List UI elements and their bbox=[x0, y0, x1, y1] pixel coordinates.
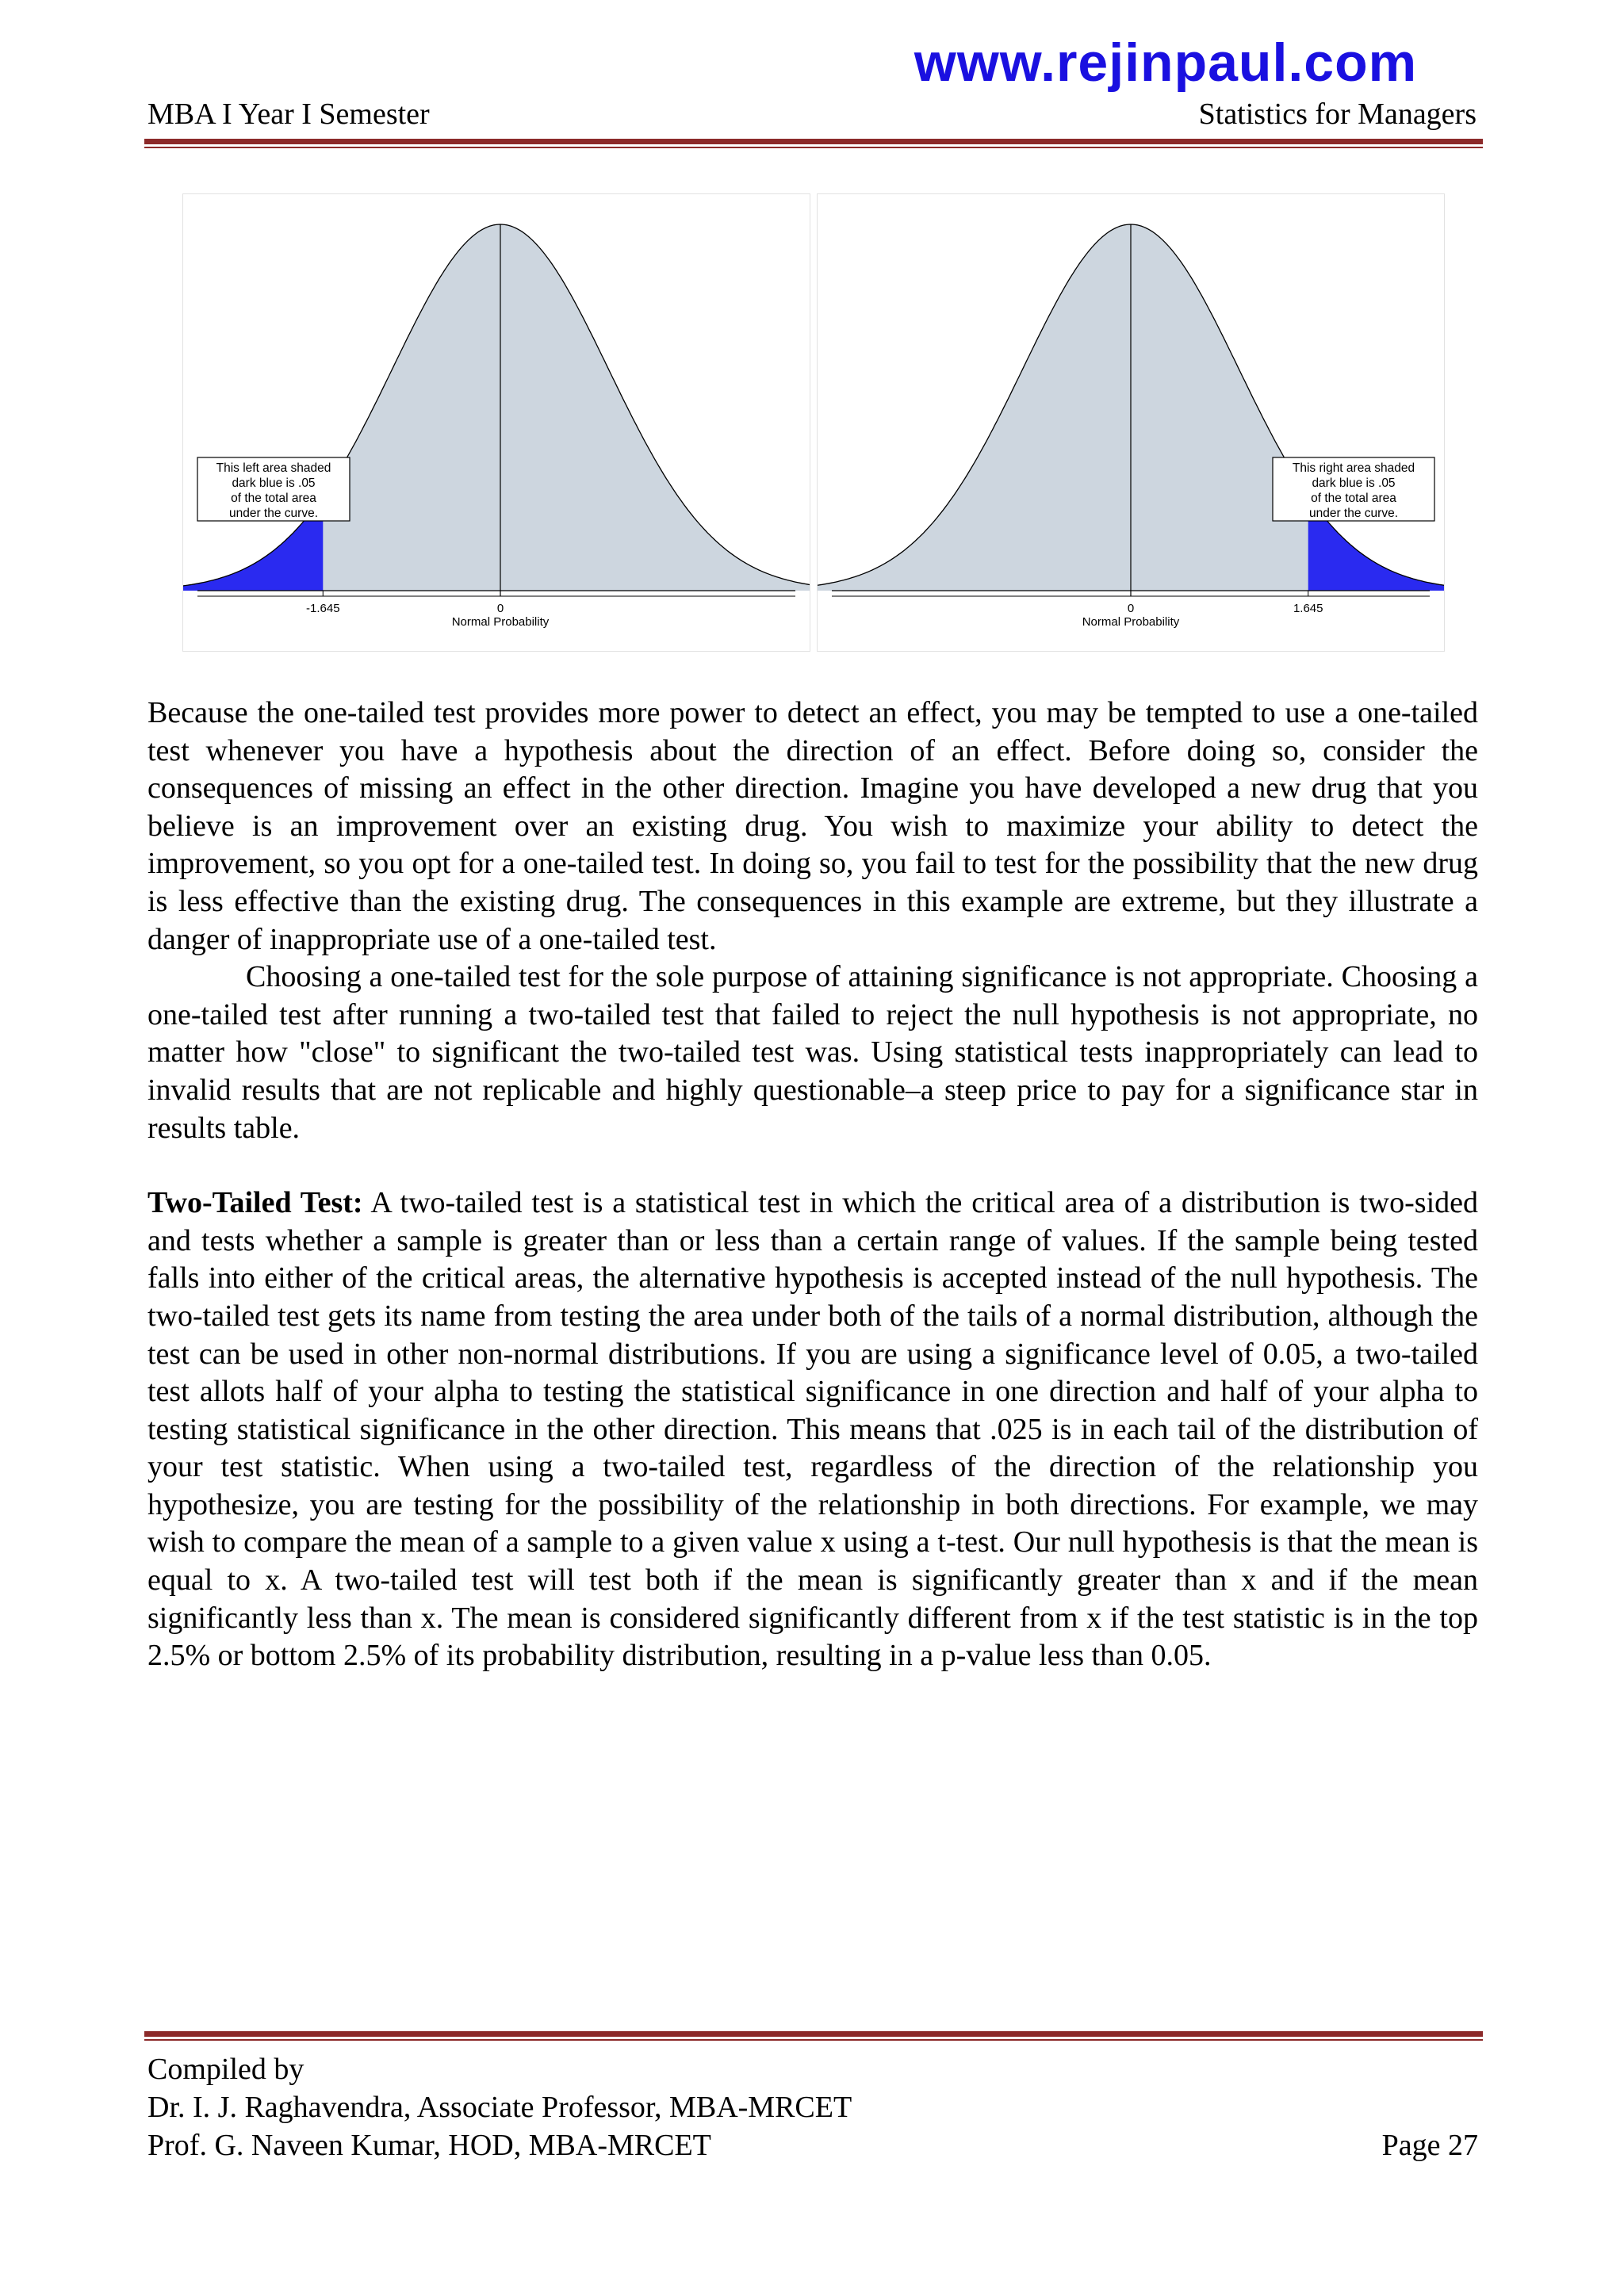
definition-two-tailed-test: A two-tailed test is a statistical test in which the critical area of a distribution is two-sided and tests whether a sample is greater than or less than a certain range of values. If the sample being tested falls into either of the critical areas, the alternative hypothesis is accepted instead of the null hypothesis. The two-tailed test gets its name from testing the area under both of the tails of a normal distribution, although the test can be used in other non-normal distributions. If you are using a significance level of 0.05, a two-tailed test allots half of your alpha to testing the statistical significance in one direction and half of your alpha to testing statistical significance in the other direction. This means that .025 is in each tail of the distribution of your test statistic. When using a two-tailed test, regardless of the direction of the relationship you hypothesize, you are testing for the possibility of the relationship in both directions. For example, we may wish to compare the mean of a sample to a given value x using a t-test. Our null hypothesis is that the mean is equal to x. A two-tailed test will test both if the mean is significantly greater than x and if the mean significantly less than x. The mean is considered significantly different from x if the test statistic is in the top 2.5% or bottom 2.5% of its probability distribution, resulting in a p-value less than 0.05. bbox=[147, 1186, 1478, 1673]
header-rule-thin bbox=[144, 147, 1483, 148]
annotation-line-1: This left area shaded bbox=[216, 461, 331, 475]
figure-right-tail bbox=[817, 193, 1445, 652]
right-tail-curve bbox=[818, 194, 1444, 651]
annotation-box bbox=[1273, 457, 1434, 521]
header-rule-thick bbox=[144, 139, 1483, 144]
annotation-line-1: This right area shaded bbox=[1292, 461, 1415, 475]
term-two-tailed-test: Two-Tailed Test: bbox=[147, 1186, 363, 1220]
footer-author-2: Prof. G. Naveen Kumar, HOD, MBA-MRCET bbox=[147, 2129, 711, 2162]
header-right: Statistics for Managers bbox=[1198, 98, 1477, 131]
annotation-line-4: under the curve. bbox=[1308, 507, 1399, 520]
annotation-line-4: under the curve. bbox=[228, 507, 319, 520]
annotation-line-2: dark blue is .05 bbox=[232, 476, 316, 490]
site-url[interactable]: www.rejinpaul.com bbox=[914, 33, 1418, 93]
paragraph-two-tailed-test bbox=[147, 1184, 1478, 1675]
header-left: MBA I Year I Semester bbox=[147, 98, 430, 131]
footer-author-1: Dr. I. J. Raghavendra, Associate Professor, MBA-MRCET bbox=[147, 2091, 852, 2124]
annotation-box bbox=[197, 457, 350, 521]
x-axis-label: Normal Probability bbox=[1082, 615, 1180, 629]
tick-label-critical: 1.645 bbox=[1293, 602, 1323, 615]
page-number: Page 27 bbox=[1381, 2129, 1478, 2162]
footer-rule-thin bbox=[144, 2039, 1483, 2041]
body-text bbox=[147, 695, 1478, 1675]
annotation-line-2: dark blue is .05 bbox=[1312, 476, 1396, 490]
x-axis-label: Normal Probability bbox=[451, 615, 550, 629]
left-tail-curve bbox=[183, 194, 810, 651]
annotation-line-3: of the total area bbox=[231, 492, 316, 505]
tick-label-zero: 0 bbox=[1127, 602, 1135, 615]
footer bbox=[147, 2050, 1478, 2164]
curve-body bbox=[183, 224, 810, 591]
annotation-line-3: of the total area bbox=[1311, 492, 1396, 505]
footer-rule-thick bbox=[144, 2031, 1483, 2037]
tick-label-zero: 0 bbox=[496, 602, 504, 615]
tick-label-critical: -1.645 bbox=[306, 602, 340, 615]
figure-row bbox=[182, 193, 1448, 652]
footer-compiled-by: Compiled by bbox=[147, 2053, 304, 2086]
figure-left-tail bbox=[182, 193, 810, 652]
paragraph-one-tailed-caution: Because the one-tailed test provides more power to detect an effect, you may be tempted to use a one-tailed test whenever you have a hypothesis about the direction of an effect. Before doing so, consider the consequences of missing an effect in the other direction. Imagine you have developed a new drug that you believe is an improvement over an existing drug. You wish to maximize your ability to detect the improvement, so you opt for a one-tailed test. In doing so, you fail to test for the possibility that the new drug is less effective than the existing drug. The consequences in this example are extreme, but they illustrate a danger of inappropriate use of a one-tailed test. bbox=[147, 696, 1478, 956]
paragraph-appropriateness: Choosing a one-tailed test for the sole purpose of attaining significance is not appropriate. Choosing a one-tailed test after running a two-tailed test that failed to reject the null hypothesis is not appropriate, no matter how "close" to significant the two-tailed test was. Using statistical tests inappropriately can lead to invalid results that are not replicable and highly questionable–a steep price to pay for a significance star in results table. bbox=[147, 960, 1478, 1145]
